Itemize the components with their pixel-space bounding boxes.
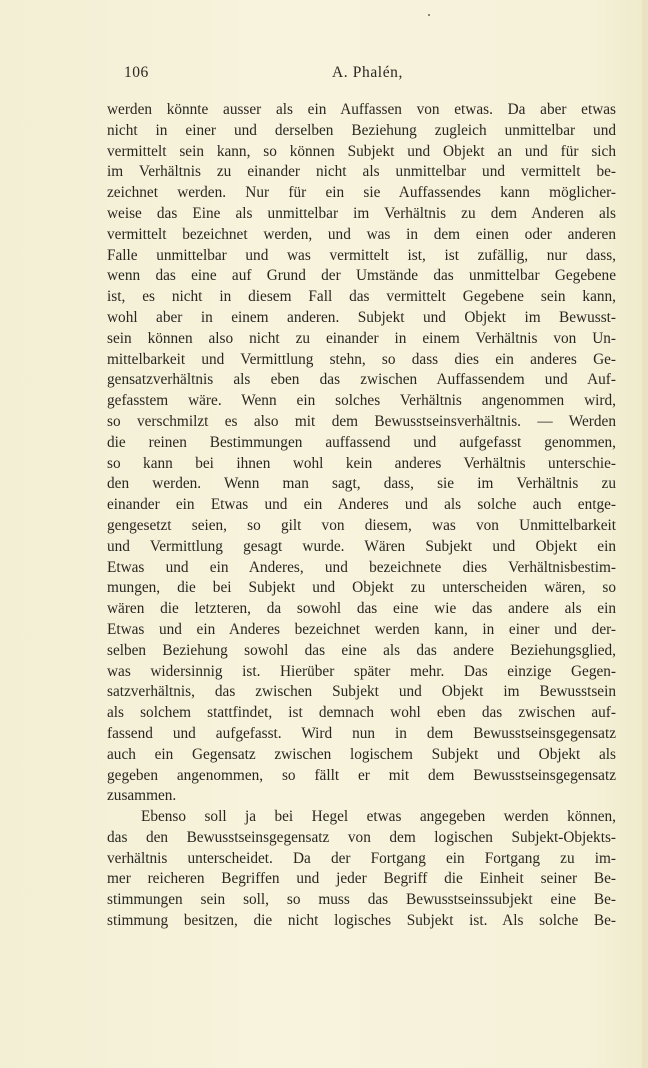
text-line: Falle unmittelbar und was vermittelt ist, ist zufällig, nur dass, <box>107 246 616 264</box>
text-line: den werden. Wenn man sagt, dass, sie im Verhältnis zu <box>107 475 616 493</box>
page-header <box>108 64 616 86</box>
text-line: nicht in einer und derselben Beziehung zugleich unmittelbar und <box>107 121 616 139</box>
text-line: gegeben angenommen, so fällt er mit dem Bewusstseinsgegensatz <box>107 766 616 784</box>
text-line: werden könnte ausser als ein Auffassen von etwas. Da aber etwas <box>107 101 616 118</box>
text-line: wohl aber in einem anderen. Subjekt und Objekt im Bewusst- <box>107 308 616 326</box>
text-line: mungen, die bei Subjekt und Objekt zu unterscheiden wären, so <box>107 579 616 597</box>
text-line: im Verhältnis zu einander nicht als unmittelbar und vermittelt be- <box>107 163 616 181</box>
text-line: einander ein Etwas und ein Anderes und als solche auch entge- <box>107 496 616 514</box>
text-line: verhältnis unterscheidet. Da der Fortgang ein Fortgang zu im- <box>107 849 616 867</box>
text-line: stimmung besitzen, die nicht logisches Subjekt ist. Als solche Be- <box>107 912 616 930</box>
text-line: Etwas und ein Anderes bezeichnet werden kann, in einer und der- <box>107 620 616 638</box>
running-head: A. Phalén, <box>332 64 404 81</box>
text-line: zeichnet werden. Nur für ein sie Auffassendes kann möglicher- <box>107 184 616 202</box>
text-line: vermittelt sein kann, so können Subjekt und Objekt an und für sich <box>107 142 616 160</box>
text-line: wären die letzteren, da sowohl das eine wie das andere als ein <box>107 600 616 618</box>
text-line: Ebenso soll ja bei Hegel etwas angegeben werden können, <box>141 808 616 826</box>
text-line: gengesetzt seien, so gilt von diesem, was von Unmittelbarkeit <box>107 516 616 534</box>
text-line: satzverhältnis, das zwischen Subjekt und Objekt im Bewusstsein <box>107 683 616 701</box>
text-line: so kann bei ihnen wohl kein anderes Verhältnis unterschie- <box>107 454 616 472</box>
text-line: weise das Eine als unmittelbar im Verhältnis zu dem Anderen als <box>107 204 616 222</box>
text-line: wenn das eine auf Grund der Umstände das unmittelbar Gegebene <box>107 267 616 285</box>
text-line: auch ein Gegensatz zwischen logischem Subjekt und Objekt als <box>107 745 616 763</box>
text-line: das den Bewusstseinsgegensatz von dem logischen Subjekt-Objekts- <box>107 828 616 846</box>
text-line: gensatzverhältnis als eben das zwischen Auffassendem und Auf- <box>107 371 616 389</box>
text-line: Etwas und ein Anderes, und bezeichnete dies Verhältnisbestim- <box>107 558 616 576</box>
body-text <box>107 100 616 932</box>
page-number: 106 <box>124 64 149 81</box>
text-line: ist, es nicht in diesem Fall das vermittelt Gegebene sein kann, <box>107 288 616 306</box>
print-mark <box>428 14 430 16</box>
text-line: vermittelt bezeichnet werden, und was in dem einen oder anderen <box>107 225 616 243</box>
text-line: sein können also nicht zu einander in einem Verhältnis von Un- <box>107 329 616 347</box>
text-line: mer reicheren Begriffen und jeder Begriff die Einheit seiner Be- <box>107 870 616 888</box>
text-line: fassend und aufgefasst. Wird nun in dem Bewusstseinsgegensatz <box>107 724 616 742</box>
text-line: mittelbarkeit und Vermittlung stehn, so dass dies ein anderes Ge- <box>107 350 616 368</box>
text-line: stimmungen sein soll, so muss das Bewusstseinssubjekt eine Be- <box>107 891 616 909</box>
text-line: als solchem stattfindet, ist demnach wohl eben das zwischen auf- <box>107 704 616 722</box>
text-line: zusammen. <box>107 787 177 805</box>
text-line: so verschmilzt es also mit dem Bewusstseinsverhältnis. — Werden <box>107 412 616 430</box>
text-line: selben Beziehung sowohl das eine als das andere Beziehungsglied, <box>107 641 616 659</box>
text-line: und Vermittlung gesagt wurde. Wären Subjekt und Objekt ein <box>107 537 616 555</box>
text-line: die reinen Bestimmungen auffassend und aufgefasst genommen, <box>107 433 616 451</box>
text-line: was widersinnig ist. Hierüber später mehr. Das einzige Gegen- <box>107 662 616 680</box>
text-line: gefasstem wäre. Wenn ein solches Verhältnis angenommen wird, <box>107 392 616 410</box>
page-edge <box>642 0 648 1068</box>
